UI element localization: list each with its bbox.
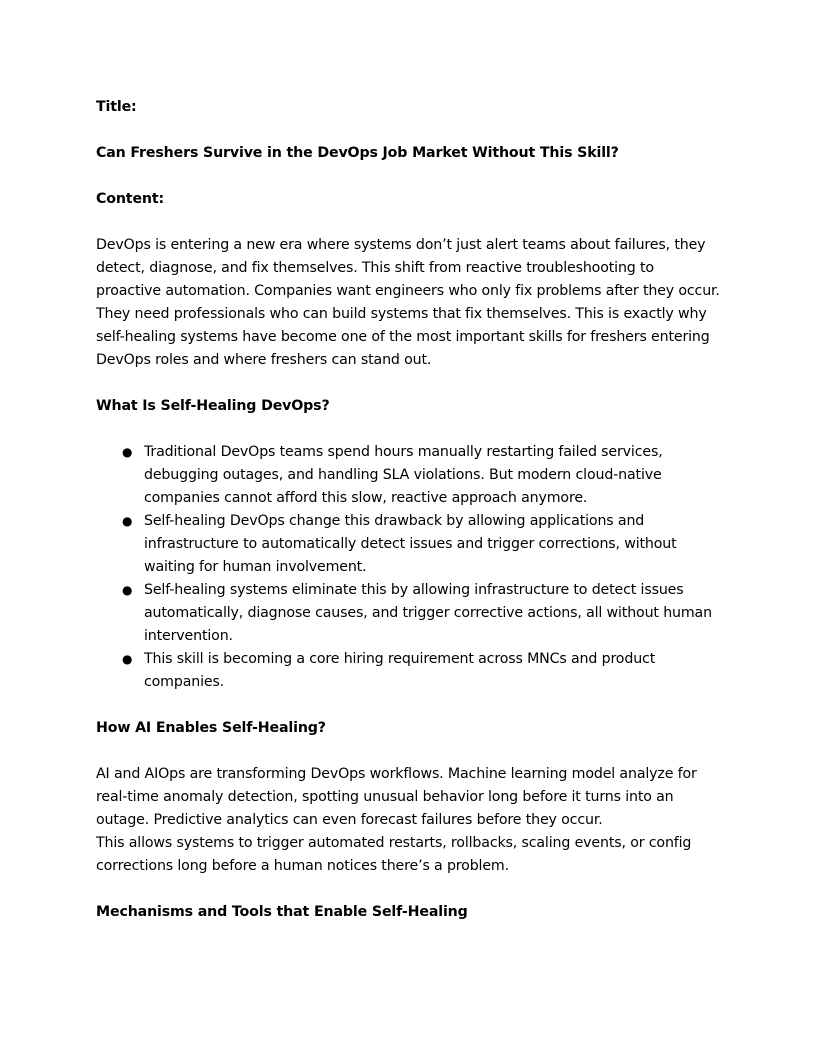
list-item: [96, 648, 720, 694]
list-item-text: Traditional DevOps teams spend hours manually restarting failed services, debugging outages, and handling SLA violations. But modern cloud-native companies cannot afford this slow, reactive approach anymore.: [144, 444, 663, 506]
self-healing-bullet-list: [96, 441, 720, 694]
spacer: [96, 878, 720, 901]
spacer: [96, 211, 720, 234]
ai-paragraph-2: This allows systems to trigger automated restarts, rollbacks, scaling events, or config corrections long before a human notices there’s a problem.: [96, 835, 692, 874]
document-title: Can Freshers Survive in the DevOps Job Market Without This Skill?: [96, 145, 619, 161]
list-item: [96, 510, 720, 579]
section-heading-mechanisms-and-tools: Mechanisms and Tools that Enable Self-Healing: [96, 904, 468, 920]
list-item-text: This skill is becoming a core hiring requirement across MNCs and product companies.: [144, 651, 656, 690]
document-page: [96, 96, 720, 924]
list-item-text: Self-healing systems eliminate this by allowing infrastructure to detect issues automatically, diagnose causes, and trigger corrective actions, all without human intervention.: [144, 582, 712, 644]
content-label: Content:: [96, 191, 165, 207]
spacer: [96, 694, 720, 717]
spacer: [96, 119, 720, 142]
bullet-icon: ●: [122, 652, 133, 666]
intro-paragraph: DevOps is entering a new era where systems don’t just alert teams about failures, they detect, diagnose, and fix themselves. This shift from reactive troubleshooting to proactive automation. Companies want engineers who only fix problems after they occur. They need professionals who can build systems that fix themselves. This is exactly why self-healing systems have become one of the most important skills for freshers entering DevOps roles and where freshers can stand out.: [96, 237, 720, 368]
list-item: [96, 579, 720, 648]
bullet-icon: ●: [122, 514, 133, 528]
spacer: [96, 418, 720, 441]
bullet-icon: ●: [122, 583, 133, 597]
spacer: [96, 372, 720, 395]
ai-paragraph-1: AI and AIOps are transforming DevOps workflows. Machine learning model analyze for real-time anomaly detection, spotting unusual behavior long before it turns into an outage. Predictive analytics can even forecast failures before they occur.: [96, 766, 697, 828]
section-heading-how-ai-enables: How AI Enables Self-Healing?: [96, 720, 326, 736]
list-item-text: Self-healing DevOps change this drawback by allowing applications and infrastructure to automatically detect issues and trigger corrections, without waiting for human involvement.: [144, 513, 677, 575]
list-item: [96, 441, 720, 510]
spacer: [96, 165, 720, 188]
bullet-icon: ●: [122, 445, 133, 459]
title-label: Title:: [96, 99, 137, 115]
spacer: [96, 740, 720, 763]
section-heading-what-is-self-healing: What Is Self-Healing DevOps?: [96, 398, 330, 414]
